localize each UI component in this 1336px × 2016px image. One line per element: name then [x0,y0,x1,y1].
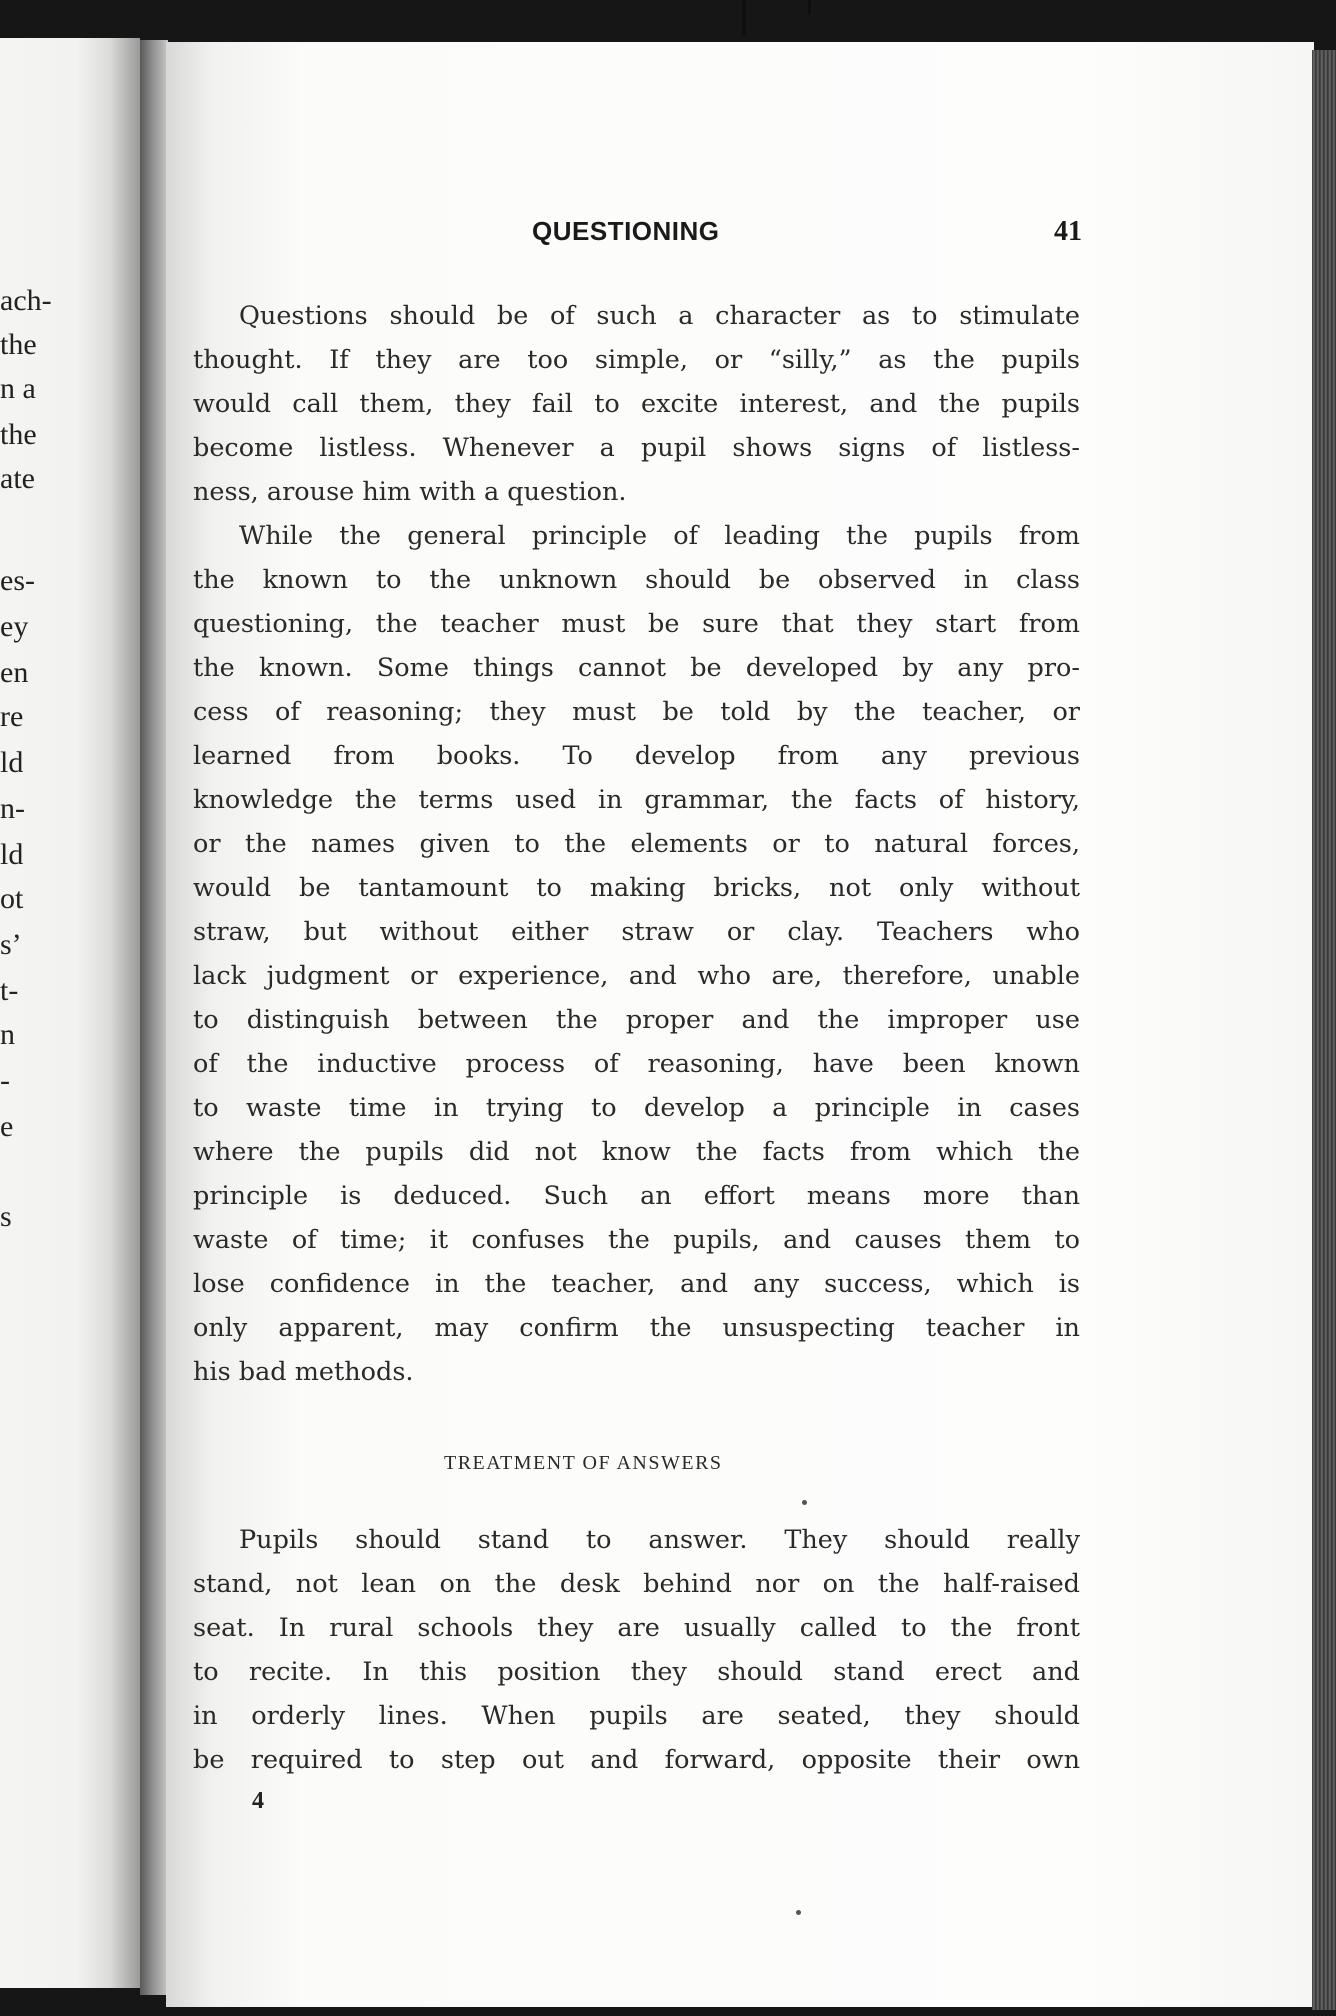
left-page-fragment: n- [0,792,25,825]
left-page-fragment: n [0,1018,15,1051]
paragraph [193,294,1080,514]
left-page-fragment: s’ [0,928,22,961]
text-line: questioning, the teacher must be sure that they start from [193,609,1080,639]
text-line: would call them, they fail to excite interest, and the pupils [193,389,1080,419]
scan-mark [742,0,746,36]
left-page-fragment: the [0,328,37,361]
text-line: to recite. In this position they should stand erect and [193,1657,1080,1687]
left-page-fragment: - [0,1064,10,1097]
text-line: ness, arouse him with a question. [193,477,627,507]
left-page-fragment: ate [0,462,35,495]
text-line: to waste time in trying to develop a principle in cases [193,1093,1080,1123]
signature-mark: 4 [252,1788,264,1814]
text-line: Pupils should stand to answer. They should really [239,1525,1080,1555]
text-line: be required to step out and forward, opposite their own [193,1745,1080,1775]
paragraph [193,1518,1080,1782]
ink-speck [796,1910,801,1915]
left-page-fragment: re [0,700,24,733]
text-line: the known to the unknown should be observed in class [193,565,1080,595]
book-gutter [140,40,168,1995]
text-line: in orderly lines. When pupils are seated, they should [193,1701,1080,1731]
left-page-fragment: ld [0,838,24,871]
text-line: cess of reasoning; they must be told by the teacher, or [193,697,1080,727]
page-edge [1312,50,1336,2010]
left-page-fragment: the [0,418,37,451]
text-line: While the general principle of leading the pupils from [239,521,1080,551]
ink-speck [802,1500,807,1505]
text-line: seat. In rural schools they are usually called to the front [193,1613,1080,1643]
left-page-fragment: s [0,1200,12,1233]
text-line: become listless. Whenever a pupil shows signs of listless- [193,433,1080,463]
page-number: 41 [1054,216,1082,247]
text-line: learned from books. To develop from any previous [193,741,1080,771]
section-heading: TREATMENT OF ANSWERS [444,1452,723,1474]
text-line: to distinguish between the proper and the improper use [193,1005,1080,1035]
left-page-fragment: en [0,656,29,689]
left-page-fragment: n a [0,372,36,405]
left-page-fragment: t- [0,974,19,1007]
left-page-fragment: ey [0,610,29,643]
left-page-fragment: e [0,1110,14,1143]
left-page-fragment: es- [0,564,35,597]
text-line: stand, not lean on the desk behind nor on the half-raised [193,1569,1080,1599]
left-page-fragment: ach- [0,284,52,317]
scan-mark [808,0,811,14]
text-line: knowledge the terms used in grammar, the facts of history, [193,785,1080,815]
left-page-fragment: ot [0,882,24,915]
text-line: where the pupils did not know the facts from which the [193,1137,1080,1167]
running-head: QUESTIONING [532,216,720,246]
text-line: the known. Some things cannot be developed by any pro- [193,653,1080,683]
text-line: his bad methods. [193,1357,414,1387]
text-line: lack judgment or experience, and who are, therefore, unable [193,961,1080,991]
text-line: or the names given to the elements or to natural forces, [193,829,1080,859]
left-page-fragment: ld [0,746,24,779]
text-line: Questions should be of such a character as to stimulate [239,301,1080,331]
text-line: would be tantamount to making bricks, not only without [193,873,1080,903]
text-line: straw, but without either straw or clay. Teachers who [193,917,1080,947]
text-line: of the inductive process of reasoning, have been known [193,1049,1080,1079]
left-page [0,38,140,1988]
text-line: principle is deduced. Such an effort means more than [193,1181,1080,1211]
text-line: lose confidence in the teacher, and any success, which is [193,1269,1080,1299]
text-line: only apparent, may confirm the unsuspecting teacher in [193,1313,1080,1343]
text-line: waste of time; it confuses the pupils, and causes them to [193,1225,1080,1255]
paragraph [193,514,1080,1394]
text-line: thought. If they are too simple, or “silly,” as the pupils [193,345,1080,375]
